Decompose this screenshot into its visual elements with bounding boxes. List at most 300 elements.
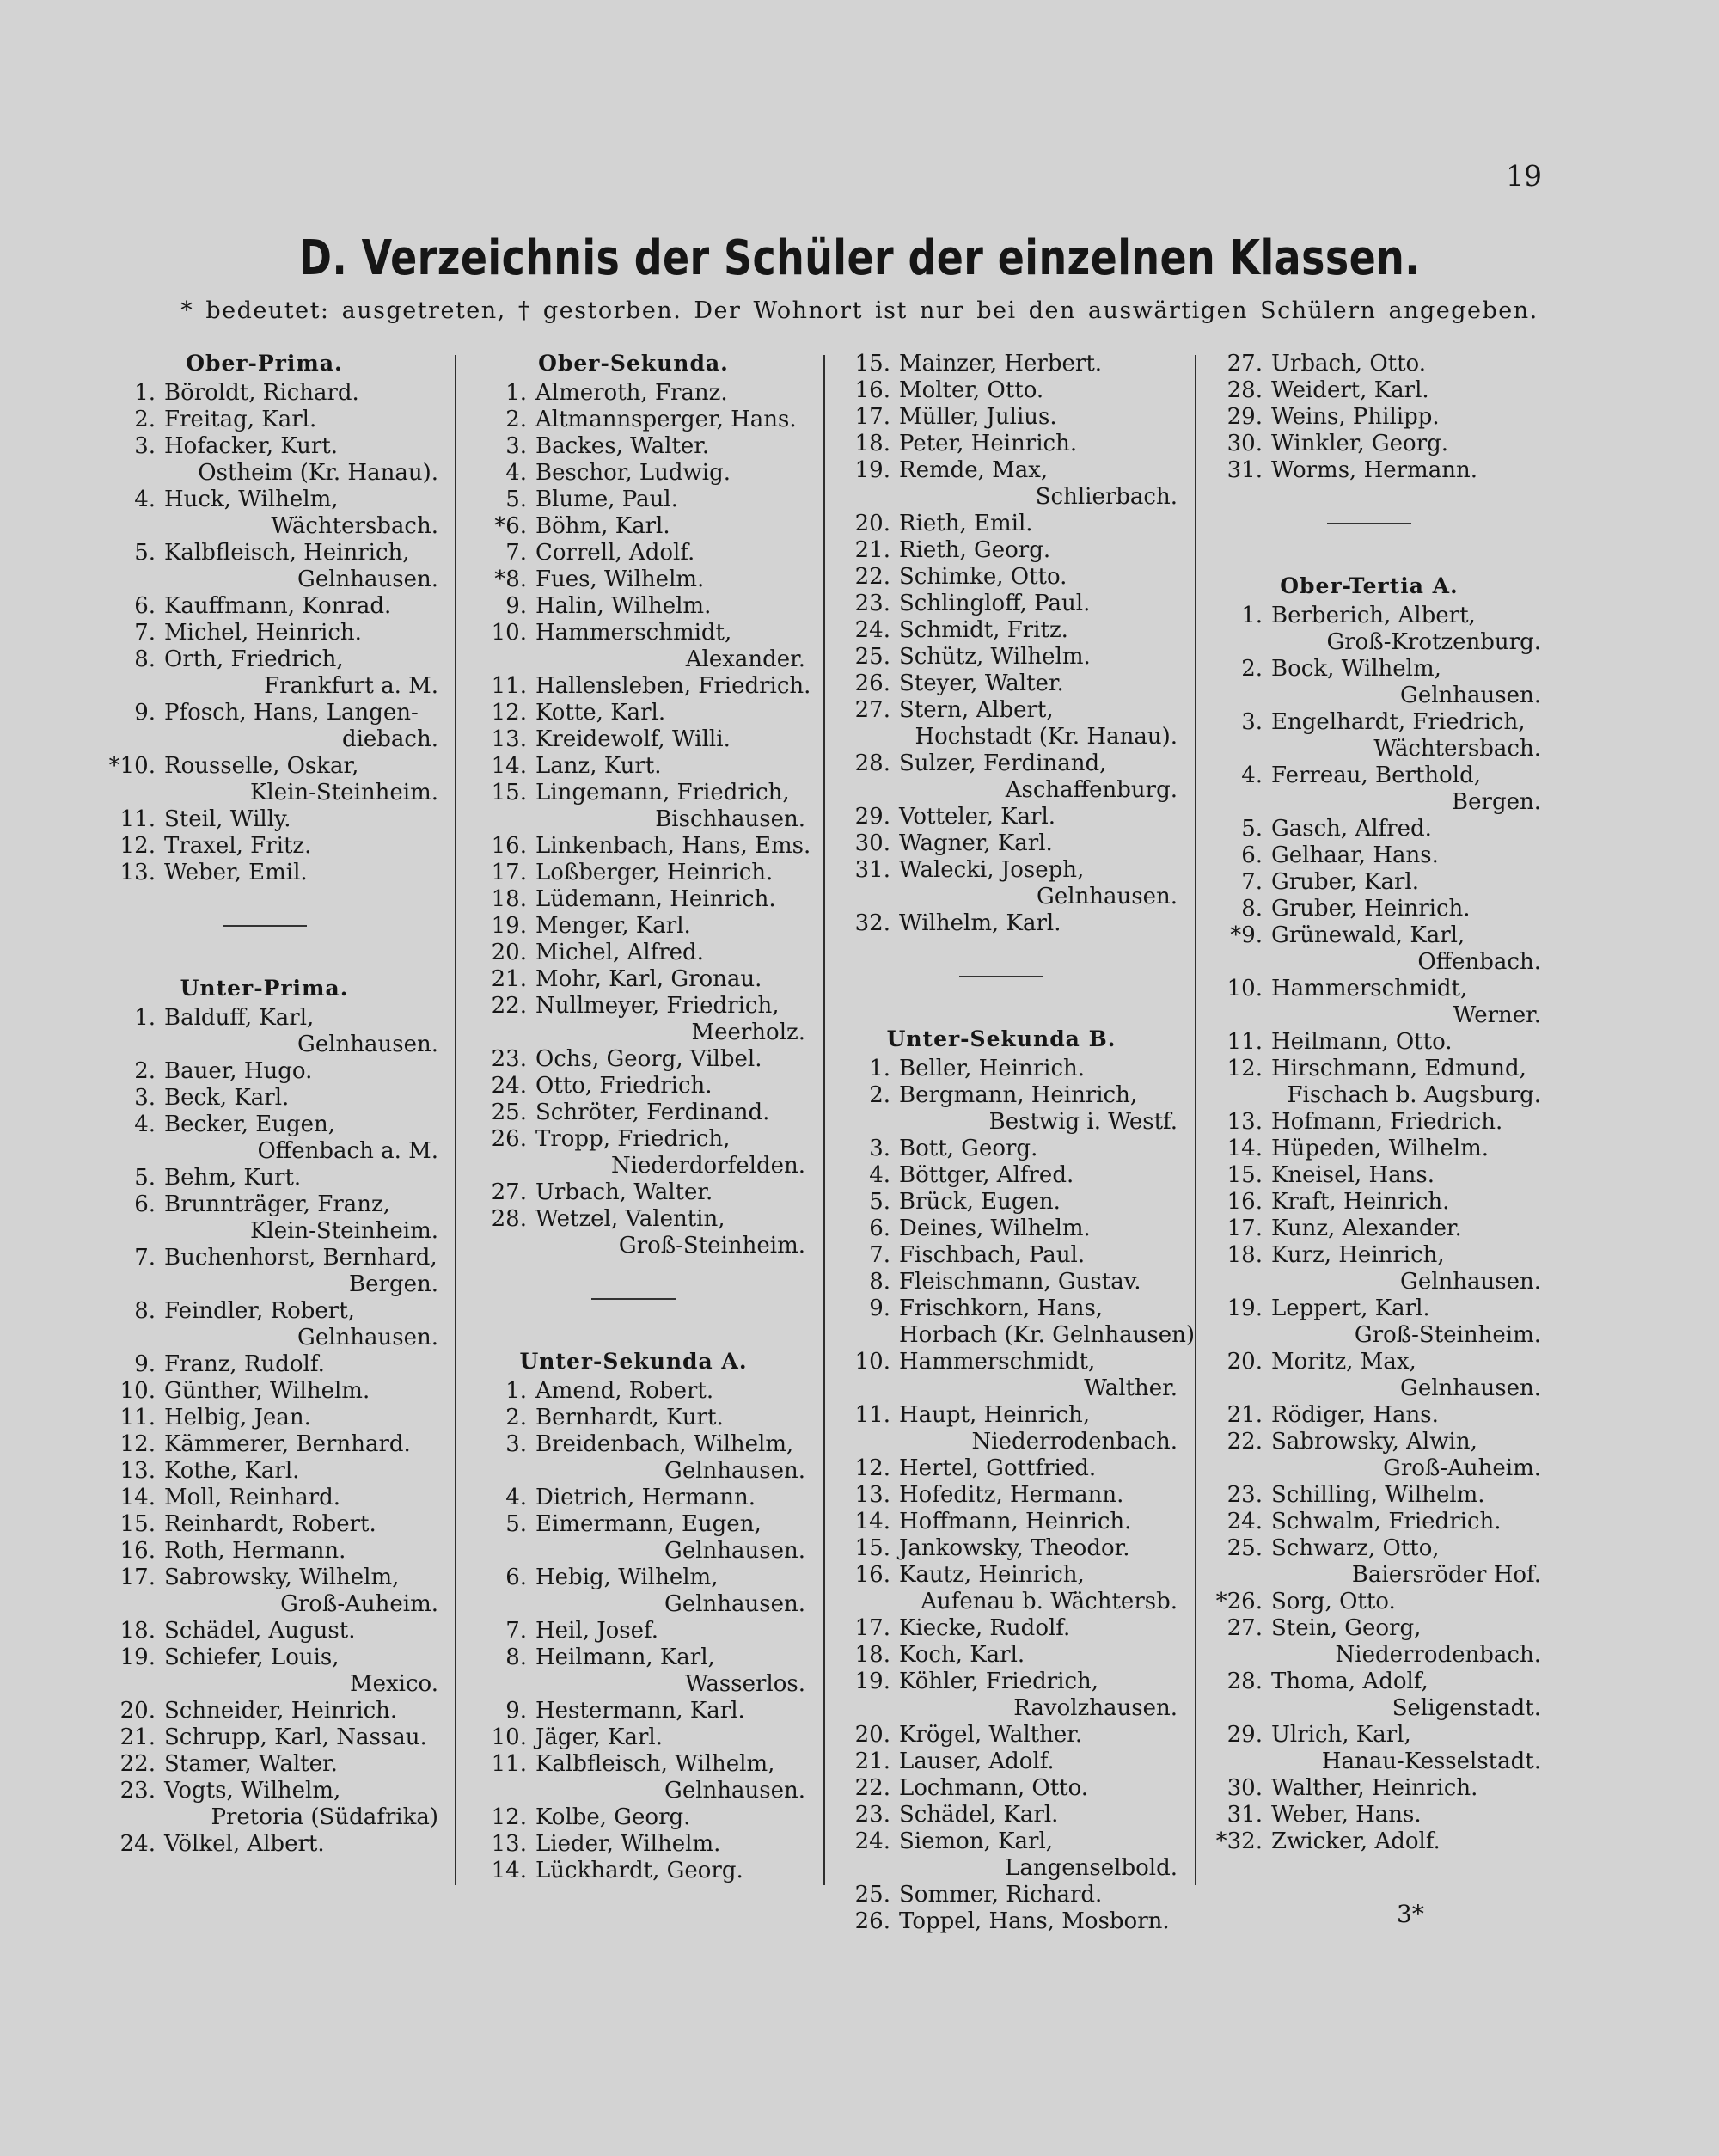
student-text — [899, 1509, 1178, 1535]
student-text — [1271, 404, 1541, 431]
student-number: 11. — [854, 1402, 890, 1428]
student-name: Mainzer, Herbert. — [899, 351, 1103, 377]
student-text — [1271, 1056, 1541, 1109]
student-number: 23. — [854, 591, 890, 616]
student-text — [535, 1206, 805, 1259]
student-text — [1271, 457, 1541, 484]
student-text — [535, 567, 805, 593]
class-heading: Unter-Sekunda A. — [519, 1349, 748, 1374]
student-number: *32. — [1215, 1828, 1263, 1854]
student-name: Gelhaar, Hans. — [1271, 842, 1439, 868]
student-entry — [1197, 1402, 1541, 1429]
student-name: Weber, Emil. — [164, 860, 308, 885]
class-heading: Ober-Sekunda. — [538, 351, 729, 376]
column-4 — [1197, 351, 1541, 1855]
student-text — [164, 1378, 438, 1405]
student-entry — [825, 1189, 1178, 1216]
student-number: 9. — [134, 700, 156, 726]
student-entry — [90, 1191, 438, 1245]
student-entry — [90, 1511, 438, 1538]
student-entry — [90, 1245, 438, 1298]
student-place: Klein-Steinheim. — [249, 1218, 438, 1244]
student-text — [535, 780, 805, 833]
section-separator — [223, 925, 307, 927]
student-entry — [1197, 377, 1541, 404]
student-number: 11. — [119, 806, 156, 832]
student-text — [899, 644, 1178, 671]
student-entry — [90, 620, 438, 646]
student-entry — [1197, 1216, 1541, 1242]
student-name: Michel, Heinrich. — [164, 620, 362, 646]
student-text — [535, 1378, 805, 1405]
student-text — [899, 697, 1178, 750]
student-name: Balduff, Karl, — [164, 1005, 315, 1031]
student-entry — [1197, 404, 1541, 431]
student-entry — [462, 1179, 805, 1206]
student-entry — [825, 617, 1178, 644]
student-entry — [90, 1538, 438, 1565]
student-name: Remde, Max, — [899, 457, 1049, 483]
student-name: Urbach, Otto. — [1271, 351, 1426, 377]
student-text — [899, 1535, 1178, 1562]
student-entry — [1197, 1136, 1541, 1162]
student-place: Bergen. — [1452, 789, 1541, 815]
student-text — [899, 1056, 1178, 1082]
student-name: Becker, Eugen, — [164, 1112, 336, 1137]
student-place: Gelnhausen. — [1400, 1375, 1541, 1401]
student-name: Gruber, Heinrich. — [1271, 896, 1471, 922]
student-text — [899, 1349, 1178, 1402]
student-place: Pretoria (Südafrika) — [211, 1804, 438, 1830]
student-text — [899, 617, 1178, 644]
student-number: 10. — [491, 620, 527, 646]
student-place: Frankfurt a. M. — [264, 673, 438, 699]
student-name: Winkler, Georg. — [1271, 431, 1449, 456]
student-entry — [90, 1645, 438, 1698]
student-name: Lauser, Adolf. — [899, 1749, 1055, 1774]
student-entry — [825, 1669, 1178, 1722]
student-name: Schlingloff, Paul. — [899, 591, 1091, 616]
student-entry — [1197, 1349, 1541, 1402]
class-heading: Unter-Sekunda B. — [886, 1026, 1116, 1051]
student-number: 19. — [491, 913, 527, 939]
student-entry — [825, 1562, 1178, 1615]
student-place: Niederdorfelden. — [610, 1153, 805, 1179]
student-name: Kalbfleisch, Heinrich, — [164, 540, 410, 566]
student-name: Stein, Georg, — [1271, 1615, 1422, 1641]
student-text — [535, 833, 811, 860]
student-name: Rousselle, Oskar, — [164, 753, 359, 779]
student-number: 5. — [1241, 816, 1263, 842]
student-number: 27. — [1227, 1615, 1263, 1641]
student-number: 23. — [491, 1046, 527, 1072]
student-number: 20. — [119, 1698, 156, 1724]
student-text — [164, 1751, 438, 1778]
student-name: Eimermann, Eugen, — [535, 1511, 762, 1537]
student-number: 5. — [505, 487, 527, 512]
student-place: Gelnhausen. — [664, 1778, 805, 1804]
student-number: 25. — [1227, 1535, 1263, 1561]
student-name: Linkenbach, Hans, Ems. — [535, 833, 811, 859]
student-number: 27. — [1227, 351, 1263, 377]
student-entry — [462, 567, 805, 593]
student-number: 3. — [505, 433, 527, 459]
student-text — [1271, 816, 1541, 842]
signature-mark: 3* — [1397, 1900, 1424, 1928]
student-place: Walther. — [1084, 1375, 1178, 1401]
student-number: 7. — [869, 1242, 890, 1268]
student-number: 20. — [854, 1722, 890, 1748]
student-entry — [825, 830, 1178, 857]
student-entry — [462, 913, 805, 940]
student-text — [899, 1482, 1178, 1509]
student-text — [164, 1165, 438, 1191]
student-text — [1271, 1509, 1541, 1535]
student-entry — [825, 1162, 1178, 1189]
student-number: 29. — [1227, 1722, 1263, 1748]
student-number: 12. — [119, 1431, 156, 1457]
student-name: Lanz, Kurt. — [535, 753, 662, 779]
student-name: Ferreau, Berthold, — [1271, 763, 1482, 788]
student-text — [164, 806, 438, 833]
student-number: 16. — [119, 1538, 156, 1564]
student-name: Kautz, Heinrich, — [899, 1562, 1085, 1588]
student-number: 3. — [869, 1136, 890, 1161]
student-number: 15. — [854, 351, 890, 377]
student-number: 8. — [505, 1645, 527, 1670]
student-place: Wächtersbach. — [1373, 736, 1541, 762]
student-entry — [462, 1698, 805, 1724]
student-entry — [1197, 976, 1541, 1029]
student-number: 3. — [134, 433, 156, 459]
student-text — [535, 1618, 805, 1645]
column-rule — [1195, 355, 1196, 1885]
student-text — [899, 1455, 1178, 1482]
student-number: 24. — [854, 1828, 890, 1854]
student-entry — [462, 886, 805, 913]
student-text — [535, 753, 805, 780]
student-place: Werner. — [1453, 1002, 1541, 1028]
student-text — [1271, 1162, 1541, 1189]
student-text — [535, 1804, 805, 1831]
student-entry — [90, 1698, 438, 1724]
student-place: Schlierbach. — [1035, 484, 1178, 510]
student-text — [1271, 709, 1541, 763]
student-name: Halin, Wilhelm. — [535, 593, 712, 619]
student-name: Weber, Hans. — [1271, 1802, 1422, 1828]
student-entry — [462, 433, 805, 460]
student-name: Hofacker, Kurt. — [164, 433, 338, 459]
student-entry — [1197, 709, 1541, 763]
student-number: 13. — [491, 726, 527, 752]
student-text — [535, 1858, 805, 1884]
student-number: 3. — [505, 1431, 527, 1457]
student-name: Otto, Friedrich. — [535, 1073, 713, 1099]
student-name: Schiefer, Louis, — [164, 1645, 340, 1670]
student-number: *8. — [494, 567, 527, 592]
student-place: Gelnhausen. — [1037, 884, 1178, 910]
student-name: Beck, Karl. — [164, 1085, 290, 1111]
student-name: Correll, Adolf. — [535, 540, 695, 566]
student-name: Gasch, Alfred. — [1271, 816, 1432, 842]
student-name: Jankowsky, Theodor. — [899, 1535, 1130, 1561]
student-number: 28. — [491, 1206, 527, 1232]
student-name: Jäger, Karl. — [535, 1724, 663, 1750]
student-number: 2. — [1241, 656, 1263, 682]
student-place: Aufenau b. Wächtersb. — [921, 1589, 1178, 1614]
student-entry — [825, 511, 1178, 537]
student-text — [899, 1908, 1178, 1935]
student-text — [535, 1046, 805, 1073]
student-name: Schneider, Heinrich. — [164, 1698, 398, 1724]
student-entry — [462, 833, 811, 860]
student-text — [899, 1749, 1178, 1775]
student-text — [899, 511, 1178, 537]
student-entry — [462, 1378, 805, 1405]
student-text — [899, 537, 1178, 564]
student-name: Kurz, Heinrich, — [1271, 1242, 1445, 1268]
student-text — [535, 487, 805, 513]
student-entry — [1197, 816, 1541, 842]
student-text — [535, 726, 805, 753]
student-number: 20. — [854, 511, 890, 536]
student-name: Stern, Albert, — [899, 697, 1054, 723]
student-entry — [1197, 1828, 1541, 1855]
student-text — [164, 833, 438, 860]
student-text — [164, 860, 438, 886]
student-name: Berberich, Albert, — [1271, 603, 1476, 628]
student-text — [899, 910, 1178, 937]
student-entry — [825, 671, 1178, 697]
student-entry — [825, 591, 1178, 617]
student-number: 24. — [119, 1831, 156, 1857]
student-number: 7. — [505, 540, 527, 566]
student-number: 7. — [1241, 869, 1263, 895]
student-text — [164, 1618, 438, 1645]
student-place: diebach. — [341, 726, 438, 752]
student-entry — [462, 540, 805, 567]
student-place: Gelnhausen. — [1400, 1269, 1541, 1295]
student-place: Wasserlos. — [684, 1671, 805, 1697]
student-name: Moritz, Max, — [1271, 1349, 1416, 1375]
student-number: 6. — [134, 1191, 156, 1217]
student-number: *10. — [108, 753, 156, 779]
student-list — [462, 380, 811, 1259]
student-number: 5. — [505, 1511, 527, 1537]
student-number: 1. — [505, 1378, 527, 1404]
student-number: 1. — [134, 1005, 156, 1031]
student-text — [164, 593, 438, 620]
student-name: Toppel, Hans, Mosborn. — [899, 1908, 1170, 1934]
student-entry — [462, 1618, 805, 1645]
student-number: 14. — [1227, 1136, 1263, 1161]
student-number: 18. — [1227, 1242, 1263, 1268]
student-entry — [825, 1775, 1178, 1802]
student-name: Sulzer, Ferdinand, — [899, 750, 1107, 776]
student-entry — [1197, 1509, 1541, 1535]
column-2 — [462, 351, 811, 1884]
student-number: 21. — [119, 1724, 156, 1750]
student-name: Traxel, Fritz. — [164, 833, 312, 859]
student-entry — [462, 1724, 805, 1751]
student-name: Fleischmann, Gustav. — [899, 1269, 1141, 1295]
student-place: Horbach (Kr. Gelnhausen) — [899, 1322, 1195, 1348]
student-text — [1271, 1216, 1541, 1242]
student-text — [899, 830, 1178, 857]
student-number: 6. — [134, 593, 156, 619]
student-entry — [90, 593, 438, 620]
student-name: Hammerschmidt, — [899, 1349, 1096, 1375]
student-name: Schilling, Wilhelm. — [1271, 1482, 1485, 1508]
student-number: 9. — [869, 1295, 890, 1321]
student-name: Schwarz, Otto, — [1271, 1535, 1440, 1561]
student-number: 21. — [854, 1749, 890, 1774]
student-text — [535, 1099, 805, 1126]
student-entry — [90, 1751, 438, 1778]
student-text — [164, 380, 438, 407]
student-name: Engelhardt, Friedrich, — [1271, 709, 1526, 735]
student-name: Votteler, Karl. — [899, 804, 1056, 830]
student-place: Fischach b. Augsburg. — [1287, 1082, 1541, 1108]
student-number: 4. — [869, 1162, 890, 1188]
student-name: Lingemann, Friedrich, — [535, 780, 790, 805]
student-name: Moll, Reinhard. — [164, 1485, 341, 1510]
student-entry — [90, 1298, 438, 1351]
student-place: Bestwig i. Westf. — [988, 1109, 1178, 1135]
student-number: 18. — [854, 1642, 890, 1668]
student-entry — [462, 1431, 805, 1485]
student-entry — [90, 753, 438, 806]
student-number: 12. — [491, 1804, 527, 1830]
student-name: Roth, Hermann. — [164, 1538, 346, 1564]
student-name: Kalbfleisch, Wilhelm, — [535, 1751, 775, 1777]
student-entry — [462, 1831, 805, 1858]
student-entry — [1197, 1482, 1541, 1509]
student-name: Bergmann, Heinrich, — [899, 1082, 1138, 1108]
student-number: 22. — [854, 564, 890, 590]
student-name: Vogts, Wilhelm, — [164, 1778, 341, 1804]
student-text — [164, 700, 438, 753]
student-number: 19. — [854, 1669, 890, 1694]
student-number: 10. — [1227, 976, 1263, 1001]
student-entry — [90, 1431, 438, 1458]
student-text — [535, 860, 805, 886]
student-number: 2. — [134, 1058, 156, 1084]
student-name: Krögel, Walther. — [899, 1722, 1083, 1748]
student-entry — [825, 1242, 1178, 1269]
student-text — [164, 1698, 438, 1724]
student-text — [1271, 1402, 1541, 1429]
student-number: 12. — [854, 1455, 890, 1481]
student-text — [535, 1179, 805, 1206]
student-entry — [462, 380, 805, 407]
student-number: 9. — [505, 1698, 527, 1724]
student-entry — [1197, 1775, 1541, 1802]
student-place: Groß-Krotzenburg. — [1326, 629, 1541, 655]
student-text — [535, 1565, 805, 1618]
student-entry — [825, 457, 1178, 511]
student-number: 1. — [505, 380, 527, 406]
student-name: Mohr, Karl, Gronau. — [535, 966, 762, 992]
student-number: 10. — [119, 1378, 156, 1404]
student-text — [164, 1458, 438, 1485]
student-number: 18. — [491, 886, 527, 912]
student-name: Kunz, Alexander. — [1271, 1216, 1462, 1241]
student-text — [899, 1642, 1178, 1669]
student-number: 24. — [491, 1073, 527, 1099]
student-number: 5. — [869, 1189, 890, 1215]
student-entry — [90, 1058, 438, 1085]
student-name: Feindler, Robert, — [164, 1298, 355, 1324]
student-text — [1271, 431, 1541, 457]
student-entry — [90, 1378, 438, 1405]
student-place: Langenselbold. — [1005, 1855, 1178, 1881]
student-text — [164, 1058, 438, 1085]
student-number: 14. — [491, 753, 527, 779]
student-number: 19. — [1227, 1295, 1263, 1321]
student-number: 22. — [491, 993, 527, 1019]
student-text — [899, 1269, 1178, 1295]
student-text — [899, 857, 1178, 910]
student-place: Bischhausen. — [655, 806, 805, 832]
student-text — [899, 1136, 1178, 1162]
student-name: Helbig, Jean. — [164, 1405, 311, 1430]
student-text — [899, 1802, 1178, 1828]
student-number: 13. — [119, 860, 156, 885]
student-number: 17. — [854, 404, 890, 430]
student-text — [1271, 976, 1541, 1029]
student-text — [164, 1511, 438, 1538]
student-text — [164, 620, 438, 646]
student-name: Schwalm, Friedrich. — [1271, 1509, 1502, 1534]
student-entry — [462, 1645, 805, 1698]
student-name: Backes, Walter. — [535, 433, 710, 459]
student-text — [1271, 842, 1541, 869]
student-number: 13. — [119, 1458, 156, 1484]
student-list — [825, 1056, 1195, 1935]
student-name: Michel, Alfred. — [535, 940, 704, 965]
column-rule — [455, 355, 456, 1885]
student-name: Heilmann, Otto. — [1271, 1029, 1453, 1055]
student-number: 19. — [854, 457, 890, 483]
student-entry — [1197, 763, 1541, 816]
student-number: 2. — [505, 1405, 527, 1430]
student-text — [1271, 763, 1541, 816]
student-entry — [462, 1099, 805, 1126]
student-name: Loßberger, Heinrich. — [535, 860, 774, 885]
student-text — [899, 1189, 1178, 1216]
student-name: Kothe, Karl. — [164, 1458, 300, 1484]
student-entry — [825, 377, 1178, 404]
student-name: Rödiger, Hans. — [1271, 1402, 1439, 1428]
student-entry — [825, 1216, 1178, 1242]
student-name: Worms, Hermann. — [1271, 457, 1477, 483]
student-text — [164, 1191, 438, 1245]
student-entry — [1197, 1802, 1541, 1828]
student-text — [899, 564, 1178, 591]
student-number: 4. — [1241, 763, 1263, 788]
student-number: 1. — [134, 380, 156, 406]
student-number: 4. — [134, 487, 156, 512]
student-place: Mexico. — [349, 1671, 438, 1697]
student-place: Gelnhausen. — [297, 1032, 438, 1057]
student-place: Baiersröder Hof. — [1351, 1562, 1541, 1588]
student-place: Gelnhausen. — [297, 1325, 438, 1351]
student-name: Sorg, Otto. — [1271, 1589, 1396, 1614]
student-name: Fues, Wilhelm. — [535, 567, 705, 592]
student-entry — [825, 1828, 1178, 1882]
student-text — [1271, 1429, 1541, 1482]
